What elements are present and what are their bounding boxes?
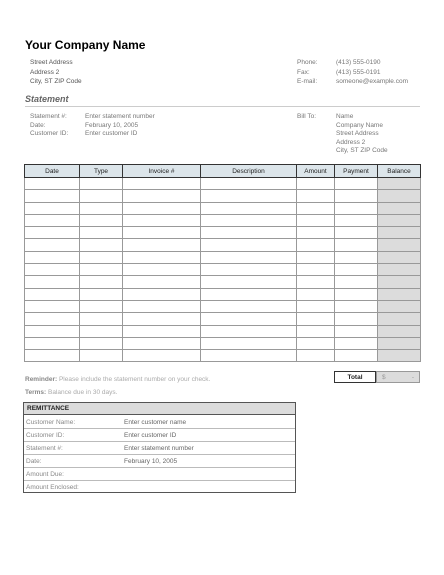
column-header-type: Type xyxy=(80,165,123,178)
cell-date[interactable] xyxy=(25,276,80,288)
cell-balance[interactable] xyxy=(378,239,421,251)
cell-amount[interactable] xyxy=(297,214,335,226)
cell-type[interactable] xyxy=(80,239,123,251)
cell-payment[interactable] xyxy=(335,227,378,239)
contact-labels xyxy=(297,58,318,87)
cell-date[interactable] xyxy=(25,264,80,276)
cell-payment[interactable] xyxy=(335,214,378,226)
table-row xyxy=(25,190,421,202)
cell-balance[interactable] xyxy=(378,251,421,263)
cell-payment[interactable] xyxy=(335,276,378,288)
company-address xyxy=(30,58,82,87)
address-line: Street Address xyxy=(30,59,73,66)
cell-amount[interactable] xyxy=(297,202,335,214)
customer-id-label: Customer ID: xyxy=(30,130,69,137)
customer-name-field[interactable]: Enter customer name xyxy=(124,419,187,426)
cell-payment[interactable] xyxy=(335,313,378,325)
cell-description[interactable] xyxy=(201,337,297,349)
cell-type[interactable] xyxy=(80,325,123,337)
cell-description[interactable] xyxy=(201,276,297,288)
total-value xyxy=(376,371,420,383)
cell-description[interactable] xyxy=(201,264,297,276)
terms-text: Balance due in 30 days. xyxy=(48,389,118,396)
cell-type[interactable] xyxy=(80,227,123,239)
statement-number-field[interactable]: Enter statement number xyxy=(85,113,155,120)
email-value: someone@example.com xyxy=(336,78,408,85)
remittance-label: Statement #: xyxy=(26,445,63,452)
reminder-text: Please include the statement number on your check. xyxy=(58,376,211,383)
cell-type[interactable] xyxy=(80,313,123,325)
reminder-note xyxy=(25,376,210,383)
cell-payment[interactable] xyxy=(335,190,378,202)
cell-balance[interactable] xyxy=(378,313,421,325)
remittance-label: Customer ID: xyxy=(26,432,65,439)
cell-payment[interactable] xyxy=(335,202,378,214)
contact-values xyxy=(336,58,408,87)
cell-invoice[interactable] xyxy=(123,239,201,251)
cell-invoice[interactable] xyxy=(123,264,201,276)
table-row xyxy=(25,300,421,312)
cell-date[interactable] xyxy=(25,251,80,263)
cell-payment[interactable] xyxy=(335,178,378,190)
cell-type[interactable] xyxy=(80,202,123,214)
cell-payment[interactable] xyxy=(335,251,378,263)
cell-description[interactable] xyxy=(201,227,297,239)
remit-customer-id-field[interactable]: Enter customer ID xyxy=(124,432,177,439)
bill-to-line[interactable]: Name xyxy=(336,113,354,120)
table-row xyxy=(25,239,421,251)
terms-note xyxy=(25,389,117,396)
cell-type[interactable] xyxy=(80,276,123,288)
divider xyxy=(25,106,420,107)
column-header-payment: Payment xyxy=(335,165,378,178)
phone-label: Phone: xyxy=(297,59,318,66)
cell-date[interactable] xyxy=(25,325,80,337)
cell-description[interactable] xyxy=(201,202,297,214)
cell-invoice[interactable] xyxy=(123,227,201,239)
total-currency: $ xyxy=(382,374,386,381)
table-row xyxy=(25,337,421,349)
cell-payment[interactable] xyxy=(335,264,378,276)
date-field[interactable]: February 10, 2005 xyxy=(85,121,139,129)
cell-type[interactable] xyxy=(80,350,123,362)
cell-date[interactable] xyxy=(25,227,80,239)
cell-balance[interactable] xyxy=(378,300,421,312)
remittance-title: REMITTANCE xyxy=(24,403,295,415)
cell-amount[interactable] xyxy=(297,264,335,276)
cell-amount[interactable] xyxy=(297,276,335,288)
table-row xyxy=(25,214,421,226)
cell-description[interactable] xyxy=(201,313,297,325)
statement-title: Statement xyxy=(25,94,69,104)
statement-info-values xyxy=(85,113,155,139)
total-label: Total xyxy=(334,371,376,383)
cell-type[interactable] xyxy=(80,337,123,349)
cell-description[interactable] xyxy=(201,214,297,226)
column-header-date: Date xyxy=(25,165,80,178)
remittance-row xyxy=(24,429,295,442)
cell-balance[interactable] xyxy=(378,190,421,202)
remittance-row xyxy=(24,416,295,429)
remit-statement-number-field[interactable]: Enter statement number xyxy=(124,445,194,452)
email-label: E-mail: xyxy=(297,78,318,85)
remittance-row xyxy=(24,442,295,455)
cell-amount[interactable] xyxy=(297,239,335,251)
cell-amount[interactable] xyxy=(297,251,335,263)
bill-to-address xyxy=(336,113,388,156)
remittance-box xyxy=(23,402,296,493)
cell-description[interactable] xyxy=(201,325,297,337)
cell-balance[interactable] xyxy=(378,350,421,362)
total-amount: - xyxy=(411,374,414,381)
fax-value: (413) 555-0191 xyxy=(336,68,381,76)
cell-type[interactable] xyxy=(80,288,123,300)
remittance-label: Amount Enclosed: xyxy=(26,484,79,491)
cell-payment[interactable] xyxy=(335,337,378,349)
table-row xyxy=(25,264,421,276)
remittance-row xyxy=(24,481,295,494)
address-line: City, ST ZIP Code xyxy=(30,78,82,85)
cell-balance[interactable] xyxy=(378,214,421,226)
bill-to-line[interactable]: City, ST ZIP Code xyxy=(336,147,388,154)
table-row xyxy=(25,178,421,190)
remittance-label: Amount Due: xyxy=(26,471,64,478)
cell-type[interactable] xyxy=(80,251,123,263)
cell-invoice[interactable] xyxy=(123,325,201,337)
cell-balance[interactable] xyxy=(378,178,421,190)
cell-description[interactable] xyxy=(201,190,297,202)
cell-description[interactable] xyxy=(201,300,297,312)
customer-id-field[interactable]: Enter customer ID xyxy=(85,130,138,137)
table-row xyxy=(25,202,421,214)
remittance-row xyxy=(24,455,295,468)
table-row xyxy=(25,251,421,263)
cell-invoice[interactable] xyxy=(123,337,201,349)
cell-invoice[interactable] xyxy=(123,251,201,263)
table-header-row xyxy=(25,165,421,178)
table-row xyxy=(25,276,421,288)
cell-balance[interactable] xyxy=(378,264,421,276)
bill-to-line[interactable]: Street Address xyxy=(336,130,379,137)
column-header-amount: Amount xyxy=(297,165,335,178)
cell-balance[interactable] xyxy=(378,276,421,288)
cell-date[interactable] xyxy=(25,300,80,312)
cell-date[interactable] xyxy=(25,178,80,190)
cell-date[interactable] xyxy=(25,350,80,362)
cell-amount[interactable] xyxy=(297,178,335,190)
cell-payment[interactable] xyxy=(335,350,378,362)
cell-date[interactable] xyxy=(25,239,80,251)
cell-balance[interactable] xyxy=(378,288,421,300)
table-row xyxy=(25,227,421,239)
cell-invoice[interactable] xyxy=(123,276,201,288)
statement-info-labels xyxy=(30,113,68,139)
cell-type[interactable] xyxy=(80,300,123,312)
table-body xyxy=(25,178,421,362)
cell-balance[interactable] xyxy=(378,325,421,337)
cell-amount[interactable] xyxy=(297,325,335,337)
remittance-label: Date: xyxy=(26,458,42,465)
cell-description[interactable] xyxy=(201,251,297,263)
column-header-invoice: Invoice # xyxy=(123,165,201,178)
cell-balance[interactable] xyxy=(378,227,421,239)
cell-type[interactable] xyxy=(80,190,123,202)
cell-invoice[interactable] xyxy=(123,214,201,226)
date-label: Date: xyxy=(30,121,46,129)
cell-balance[interactable] xyxy=(378,337,421,349)
address-line: Address 2 xyxy=(30,68,60,76)
cell-date[interactable] xyxy=(25,288,80,300)
cell-amount[interactable] xyxy=(297,300,335,312)
bill-to-label: Bill To: xyxy=(297,113,317,120)
cell-description[interactable] xyxy=(201,350,297,362)
remittance-label: Customer Name: xyxy=(26,419,76,426)
cell-date[interactable] xyxy=(25,202,80,214)
remittance-row xyxy=(24,468,295,481)
cell-invoice[interactable] xyxy=(123,300,201,312)
column-header-description: Description xyxy=(201,165,297,178)
cell-amount[interactable] xyxy=(297,190,335,202)
cell-invoice[interactable] xyxy=(123,178,201,190)
cell-amount[interactable] xyxy=(297,313,335,325)
cell-description[interactable] xyxy=(201,178,297,190)
cell-invoice[interactable] xyxy=(123,350,201,362)
table-row xyxy=(25,288,421,300)
cell-date[interactable] xyxy=(25,337,80,349)
cell-invoice[interactable] xyxy=(123,190,201,202)
cell-date[interactable] xyxy=(25,214,80,226)
cell-invoice[interactable] xyxy=(123,202,201,214)
cell-payment[interactable] xyxy=(335,288,378,300)
company-name: Your Company Name xyxy=(25,38,146,52)
bill-to-line[interactable]: Company Name xyxy=(336,121,383,129)
cell-date[interactable] xyxy=(25,190,80,202)
fax-label: Fax: xyxy=(297,68,310,76)
cell-type[interactable] xyxy=(80,178,123,190)
table-row xyxy=(25,313,421,325)
cell-invoice[interactable] xyxy=(123,288,201,300)
statement-table xyxy=(24,164,421,362)
terms-label: Terms: xyxy=(25,389,47,396)
phone-value: (413) 555-0190 xyxy=(336,59,381,66)
cell-amount[interactable] xyxy=(297,337,335,349)
cell-type[interactable] xyxy=(80,264,123,276)
statement-number-label: Statement #: xyxy=(30,113,67,120)
cell-type[interactable] xyxy=(80,214,123,226)
cell-invoice[interactable] xyxy=(123,313,201,325)
remit-date-field[interactable]: February 10, 2005 xyxy=(124,458,178,465)
cell-date[interactable] xyxy=(25,313,80,325)
cell-description[interactable] xyxy=(201,288,297,300)
cell-balance[interactable] xyxy=(378,202,421,214)
cell-amount[interactable] xyxy=(297,288,335,300)
cell-description[interactable] xyxy=(201,239,297,251)
table-row xyxy=(25,350,421,362)
reminder-label: Reminder: xyxy=(25,376,58,383)
column-header-balance: Balance xyxy=(378,165,421,178)
cell-payment[interactable] xyxy=(335,239,378,251)
cell-payment[interactable] xyxy=(335,325,378,337)
bill-to-line[interactable]: Address 2 xyxy=(336,138,366,146)
cell-payment[interactable] xyxy=(335,300,378,312)
cell-amount[interactable] xyxy=(297,227,335,239)
cell-amount[interactable] xyxy=(297,350,335,362)
table-row xyxy=(25,325,421,337)
